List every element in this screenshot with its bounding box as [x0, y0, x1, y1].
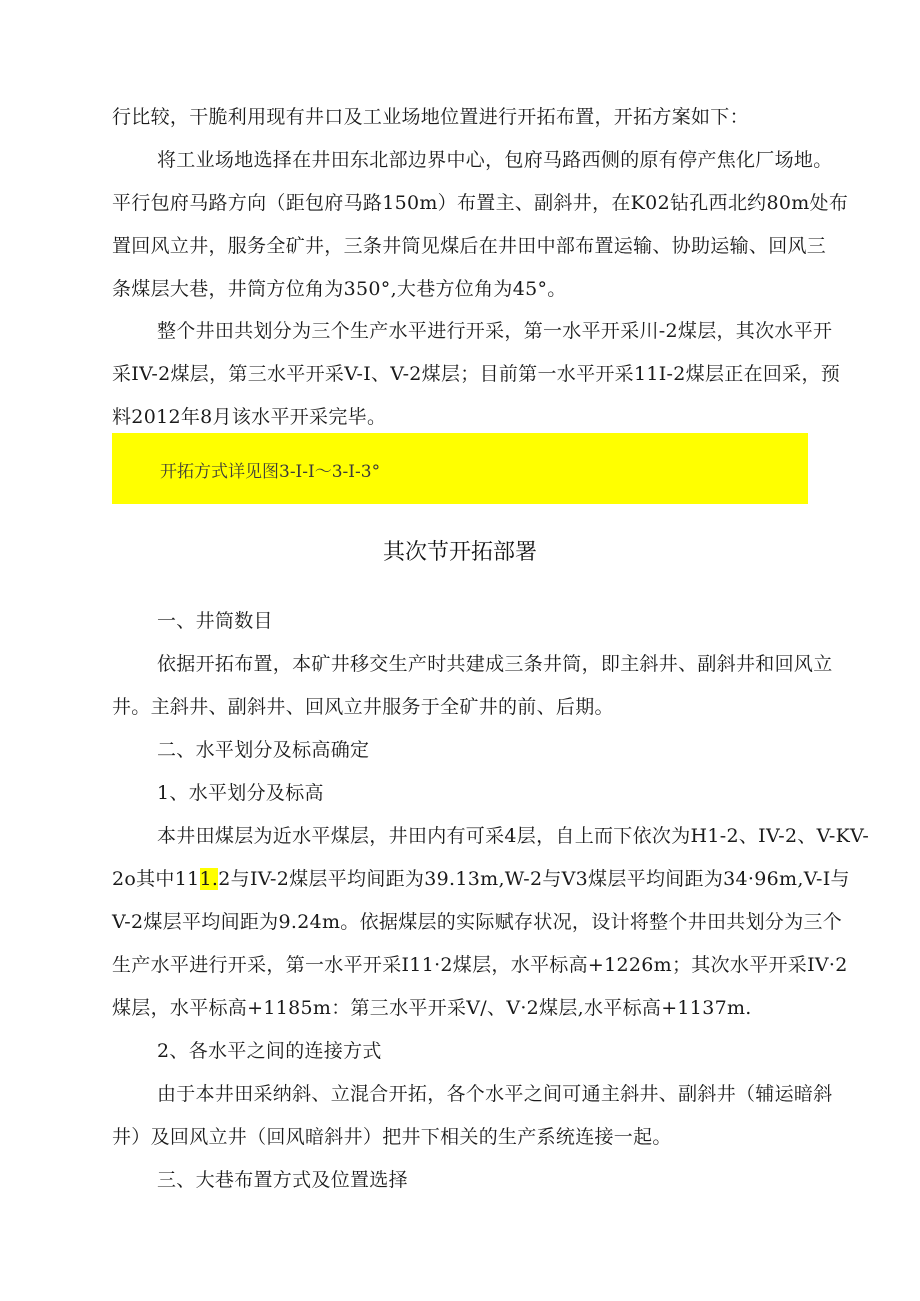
paragraph-block-3 [112, 600, 870, 1202]
highlighted-fragment: 1. [199, 868, 219, 890]
text-line: 将工业场地选择在井田东北部边界中心，包府马路西侧的原有停产焦化厂场地。 [157, 149, 833, 171]
text-line: 生产水平进行开采，第一水平开采I11·2煤层，水平标高+1226m；其次水平开采IV·2 [112, 954, 848, 976]
heading-shaft-count: 一、井筒数目 [157, 610, 273, 632]
text-line: 置回风立井，服务全矿井，三条井筒见煤后在井田中部布置运输、协助运输、回风三 [112, 235, 827, 257]
text-line: 条煤层大巷，井筒方位角为350°,大巷方位角为45°。 [112, 278, 567, 300]
text-line: 煤层，水平标高+1185m：第三水平开采V/、V·2煤层,水平标高+1137m. [112, 997, 752, 1019]
paragraph-block-1 [112, 96, 849, 311]
text-line: 由于本井田采纳斜、立混合开拓，各个水平之间可通主斜井、副斜井（辅运暗斜 [157, 1083, 833, 1105]
text-fragment: 2与IV-2煤层平均间距为39.13m,W-2与V3煤层平均间距为34·96m,V-I与 [218, 868, 850, 890]
text-line: 平行包府马路方向（距包府马路150m）布置主、副斜井，在K02钻孔西北约80m处布 [112, 192, 849, 214]
heading-level-elevation: 1、水平划分及标高 [157, 782, 324, 804]
heading-level-division: 二、水平划分及标高确定 [157, 739, 370, 761]
text-line: V-2煤层平均间距为9.24m。依据煤层的实际赋存状况，设计将整个井田共划分为三个 [112, 911, 843, 933]
text-line: 行比较，干脆利用现有井口及工业场地位置进行开拓布置，开拓方案如下： [112, 106, 749, 128]
text-line [112, 858, 850, 901]
section-title: 其次节开拓部署 [382, 540, 537, 565]
text-fragment: 2o其中11 [112, 868, 200, 890]
text-line: 依据开拓布置，本矿井移交生产时共建成三条井筒，即主斜井、副斜井和回风立 [157, 653, 833, 675]
paragraph-block-2 [112, 310, 841, 439]
text-line: 采IV-2煤层，第三水平开采V-I、V-2煤层；目前第一水平开采11I-2煤层正在回采，预 [112, 363, 841, 385]
figure-reference-note: 开拓方式详见图3-I-I～3-I-3° [160, 462, 381, 482]
text-line: 井。主斜井、副斜井、回风立井服务于全矿井的前、后期。 [112, 696, 614, 718]
heading-roadway-layout: 三、大巷布置方式及位置选择 [157, 1169, 408, 1191]
text-line: 井）及回风立井（回风暗斜井）把井下相关的生产系统连接一起。 [112, 1126, 672, 1148]
text-line: 本井田煤层为近水平煤层，井田内有可采4层，自上而下依次为H1-2、IV-2、V-KV- [157, 825, 870, 847]
text-line: 整个井田共划分为三个生产水平进行开采，第一水平开采川-2煤层，其次水平开 [157, 320, 833, 342]
heading-level-connection: 2、各水平之间的连接方式 [157, 1040, 382, 1062]
text-line: 料2012年8月该水平开采完毕。 [112, 406, 387, 428]
